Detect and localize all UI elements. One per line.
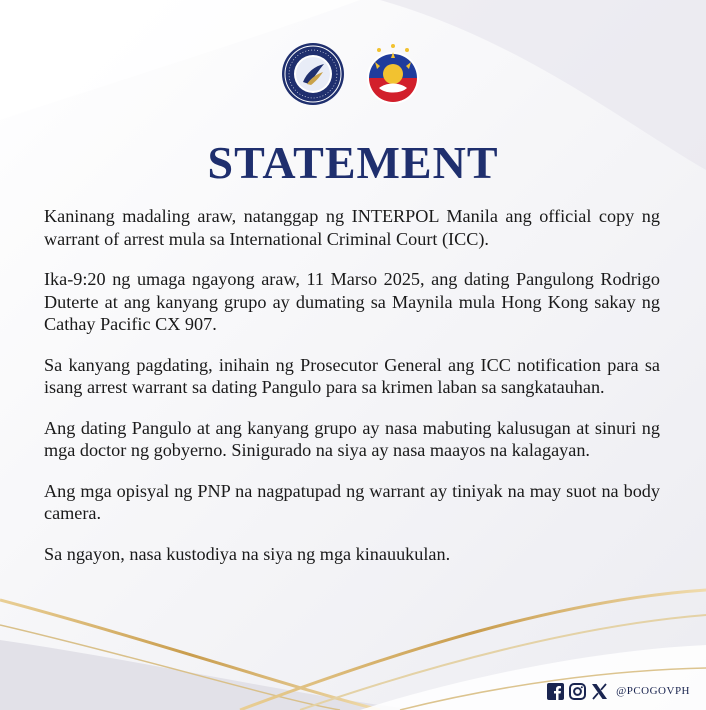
pco-seal-icon: [281, 42, 345, 106]
instagram-icon[interactable]: [568, 682, 586, 700]
bagong-pilipinas-logo: [361, 42, 425, 106]
social-handle[interactable]: @PCOGOVPH: [616, 685, 690, 697]
paragraph: Ang dating Pangulo at ang kanyang grupo ay nasa mabuting kalusugan at sinuri ng mga doctor ng gobyerno. Sinigurado na siya ay nasa maayos na kalagayan.: [44, 417, 660, 460]
paragraph: Sa kanyang pagdating, inihain ng Prosecutor General ang ICC notification para sa isang arrest warrant sa dating Pangulo para sa krimen laban sa sangkatauhan.: [44, 354, 660, 397]
paragraph: Sa ngayon, nasa kustodiya na siya ng mga kinauukulan.: [44, 543, 451, 564]
x-icon[interactable]: [590, 682, 608, 700]
logo-row: [0, 42, 706, 106]
paragraph: Ang mga opisyal ng PNP na nagpatupad ng warrant ay tiniyak na may suot na body camera.: [44, 480, 660, 523]
facebook-icon[interactable]: [546, 682, 564, 700]
statement-body: [44, 205, 660, 583]
paragraph: Kaninang madaling araw, natanggap ng INTERPOL Manila ang official copy ng warrant of arrest mula sa International Criminal Court (ICC).: [44, 206, 660, 249]
social-footer: [546, 682, 690, 700]
paragraph: Ika-9:20 ng umaga ngayong araw, 11 Marso 2025, ang dating Pangulong Rodrigo Duterte at ang kanyang grupo ay dumating sa Maynila mula Hong Kong sakay ng Cathay Pacific CX 907.: [44, 269, 660, 334]
page-title: STATEMENT: [207, 137, 499, 188]
